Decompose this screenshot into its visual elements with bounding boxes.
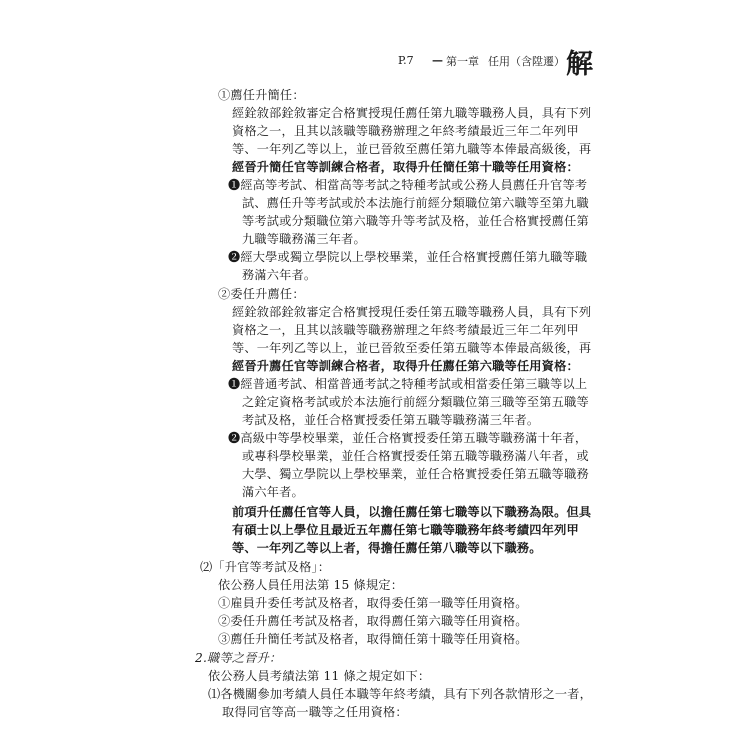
- paragraph-line: 等考試或分類職位第六職等升等考試及格，並任合格實授薦任第: [242, 214, 589, 228]
- item-heading-1: ①薦任升簡任：: [218, 88, 305, 102]
- sub-item-1: ❶經高等考試、相當高等考試之特種考試或公務人員薦任升官等考: [228, 178, 588, 192]
- list-item: ①雇員升委任考試及格者，取得委任第一職等任用資格。: [218, 596, 528, 610]
- sub-item-1: ❶經普通考試、相當普通考試之特種考試或相當委任第三職等以上: [228, 377, 588, 391]
- paragraph-line: 依公務人員任用法第 15 條規定：: [218, 578, 404, 592]
- paragraph-line: 試、薦任升等考試或於本法施行前經分類職位第六職等至第九職: [242, 196, 589, 210]
- item-heading-2: ②委任升薦任：: [218, 287, 305, 301]
- list-item: ③薦任升簡任考試及格者，取得簡任第十職等任用資格。: [218, 632, 528, 646]
- subsection-heading: ⑵「升官等考試及格」：: [200, 560, 331, 574]
- page-header: [0, 46, 750, 80]
- paragraph-line: 滿六年者。: [242, 485, 304, 499]
- bold-note-line: 前項升任薦任官等人員，以擔任薦任第七職等以下職務為限。但具: [232, 505, 592, 519]
- paragraph-line: 等、一年列乙等以上，並已晉敘至薦任第九職等本俸最高級後，再: [232, 142, 592, 156]
- header-dash: —: [432, 54, 443, 67]
- bold-note-line: 有碩士以上學位且最近五年薦任第七職等職務年終考績四年列甲: [232, 523, 579, 537]
- list-item: ⑴各機關參加考績人員任本職等年終考績，具有下列各款情形之一者，: [208, 687, 593, 701]
- page-number: P.7: [398, 54, 414, 67]
- paragraph-line: 之銓定資格考試或於本法施行前經分類職位第三職等至第五職等: [242, 395, 589, 409]
- paragraph-line: 資格之一，且其以該職等職務辦理之年終考績最近三年二年列甲: [232, 323, 579, 337]
- bold-note-line: 等、一年列乙等以上者，得擔任薦任第八職等以下職務。: [232, 541, 542, 555]
- bold-line: 經晉升簡任官等訓練合格者，取得升任簡任第十職等任用資格：: [232, 160, 579, 174]
- paragraph-line: 務滿六年者。: [242, 268, 317, 282]
- section-heading: 2.職等之晉升：: [195, 651, 282, 665]
- paragraph-line: 經銓敘部銓敘審定合格實授現任薦任第九職等職務人員，具有下列: [232, 106, 592, 120]
- list-item: ②委任升薦任考試及格者，取得薦任第六職等任用資格。: [218, 614, 528, 628]
- paragraph-line: 經銓敘部銓敘審定合格實授現任委任第五職等職務人員，具有下列: [232, 305, 592, 319]
- bold-line: 經晉升薦任官等訓練合格者，取得升任薦任第六職等任用資格：: [232, 359, 579, 373]
- chapter-title: 任用（含陞遷）: [488, 55, 565, 68]
- paragraph-line: 依公務人員考績法第 11 條之規定如下：: [208, 669, 431, 683]
- section-mark-jie: 解: [566, 49, 593, 80]
- paragraph-line: 考試及格，並任合格實授委任第五職等職務滿三年者。: [242, 413, 540, 427]
- sub-item-2: ❷經大學或獨立學院以上學校畢業，並任合格實授薦任第九職等職: [228, 250, 588, 264]
- paragraph-line: 九職等職務滿三年者。: [242, 232, 366, 246]
- paragraph-line: 取得同官等高一職等之任用資格：: [222, 705, 408, 719]
- paragraph-line: 等、一年列乙等以上，並已晉敘至委任第五職等本俸最高級後，再: [232, 341, 592, 355]
- paragraph-line: 資格之一，且其以該職等職務辦理之年終考績最近三年二年列甲: [232, 124, 579, 138]
- sub-item-2: ❷高級中等學校畢業，並任合格實授委任第五職等職務滿十年者，: [228, 431, 588, 445]
- paragraph-line: 或專科學校畢業，並任合格實授委任第五職等職務滿八年者，或: [242, 449, 589, 463]
- chapter-label: 第一章: [446, 55, 479, 68]
- paragraph-line: 大學、獨立學院以上學校畢業，並任合格實授委任第五職等職務: [242, 467, 589, 481]
